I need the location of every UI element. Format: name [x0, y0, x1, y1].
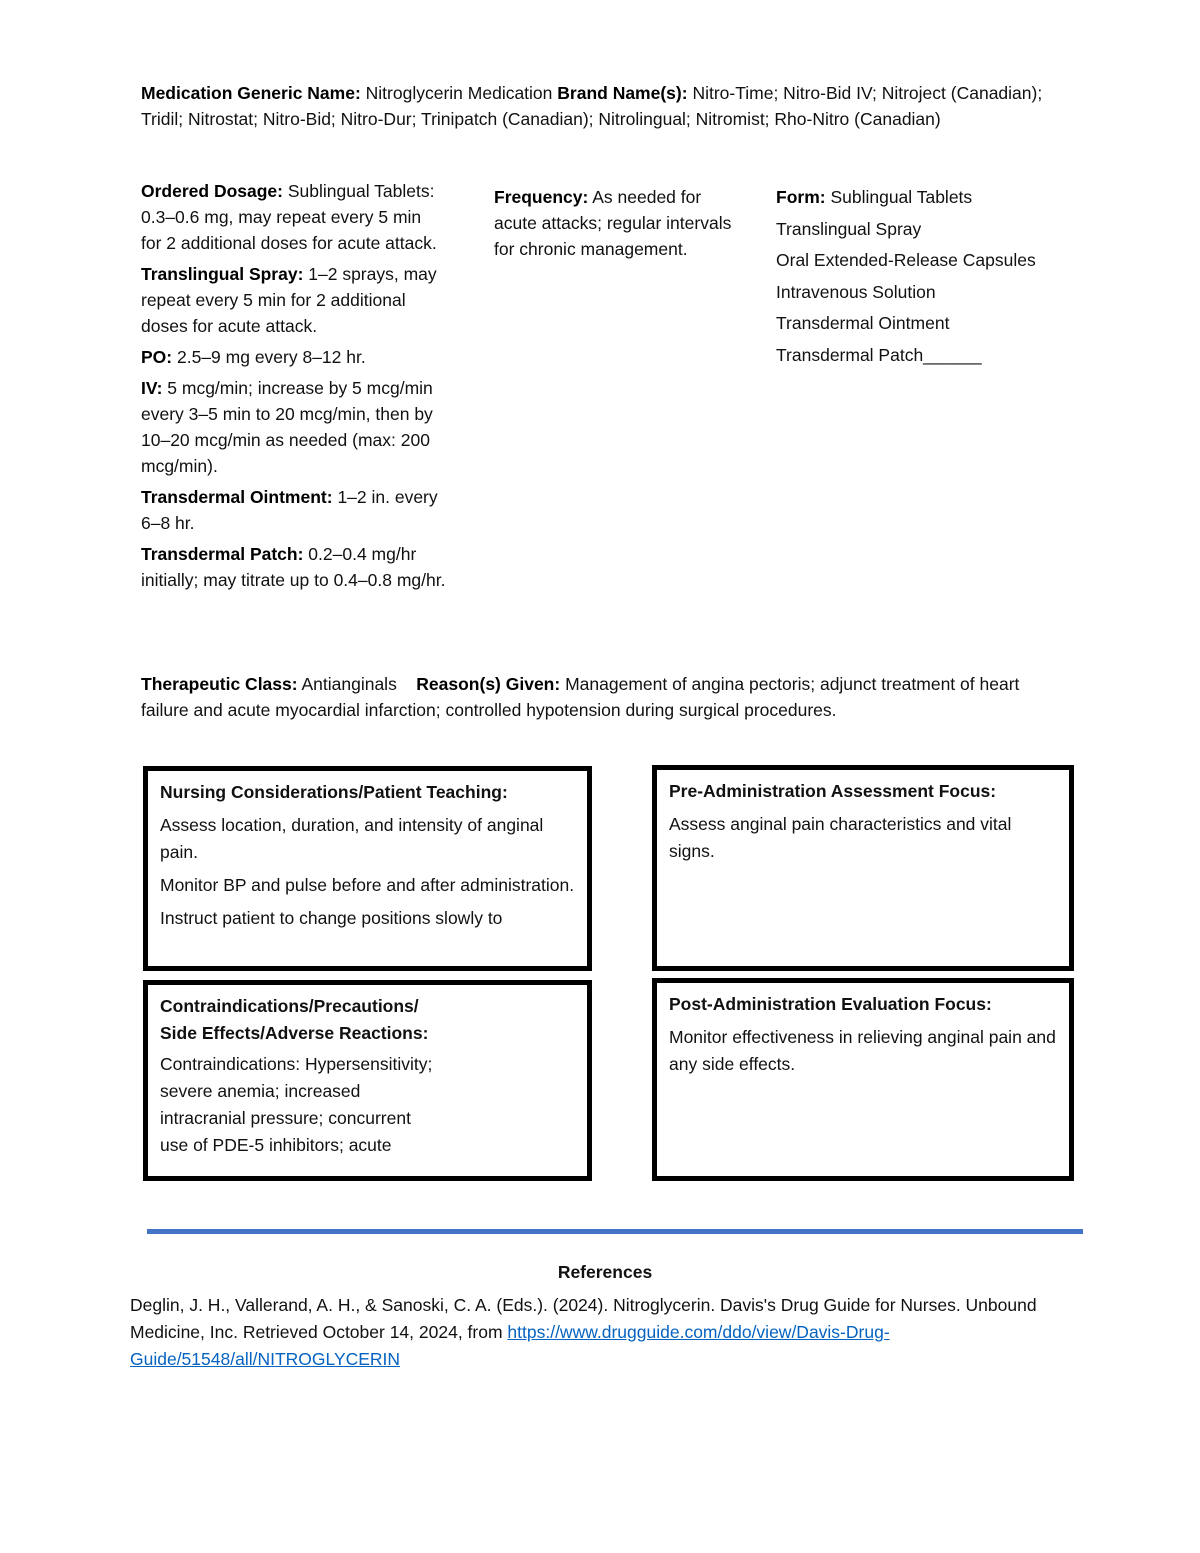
box-line: Monitor effectiveness in relieving anginal pain and any side effects.: [669, 1027, 1056, 1074]
reference-link[interactable]: https://www.drugguide.com/ddo/view/Davis-Drug-Guide/51548/all/NITROGLYCERIN: [130, 1322, 890, 1369]
generic-name-label: Medication Generic Name:: [141, 83, 361, 103]
pre-administration-box: [652, 765, 1074, 971]
form-item: Oral Extended-Release Capsules: [776, 250, 1036, 270]
form-item: Form: Sublingual Tablets: [776, 187, 973, 207]
brand-name-value: Nitro-Time; Nitro-Bid IV; Nitroject (Canadian); Tridil; Nitrostat; Nitro-Bid; Nitro-Dur; Trinipatch (Canadian); Nitrolingual; Nitromist; Rho-Nitro (Canadian): [141, 83, 1043, 129]
pre-administration-title: Pre-Administration Assessment Focus:: [669, 781, 997, 801]
post-administration-box: [652, 978, 1074, 1181]
dosage-item-ointment: Transdermal Ointment: 1–2 in. every 6–8 hr.: [141, 487, 438, 533]
frequency-section: [494, 184, 734, 262]
therapeutic-class-label: Therapeutic Class:: [141, 674, 298, 694]
dosage-intro: Ordered Dosage: Sublingual Tablets: 0.3–0.6 mg, may repeat every 5 min for 2 additional doses for acute attack.: [141, 181, 437, 253]
reason-given-value: Management of angina pectoris; adjunct treatment of heart failure and acute myocardial infarction; controlled hypotension during surgical procedures.: [141, 674, 1020, 720]
box-line: Contraindications: Hypersensitivity;: [160, 1054, 433, 1074]
brand-name-label: Brand Name(s):: [557, 83, 688, 103]
box-line: use of PDE-5 inhibitors; acute: [160, 1135, 392, 1155]
dosage-item-po: PO: 2.5–9 mg every 8–12 hr.: [141, 347, 366, 367]
references-title: References: [557, 1262, 653, 1282]
nursing-considerations-title: Nursing Considerations/Patient Teaching:: [160, 782, 508, 802]
post-administration-title: Post-Administration Evaluation Focus:: [669, 994, 992, 1014]
box-line: intracranial pressure; concurrent: [160, 1108, 411, 1128]
form-item: Intravenous Solution: [776, 281, 936, 302]
form-section: [776, 184, 1096, 373]
section-divider: [147, 1229, 1083, 1234]
contraindications-title: Contraindications/Precautions/ Side Effects/Adverse Reactions:: [160, 996, 429, 1043]
form-item: Transdermal Ointment: [776, 313, 950, 333]
dosage-item-patch: Transdermal Patch: 0.2–0.4 mg/hr initially; may titrate up to 0.4–0.8 mg/hr.: [141, 544, 446, 590]
generic-name-value: Nitroglycerin Medication: [360, 83, 558, 103]
box-line: Assess location, duration, and intensity of anginal pain.: [160, 815, 544, 862]
reason-given-label: Reason(s) Given:: [416, 674, 561, 694]
medication-header: [141, 80, 1071, 132]
nursing-considerations-box: [143, 766, 592, 971]
form-label: Form:: [776, 187, 826, 207]
box-line: severe anemia; increased: [160, 1081, 361, 1101]
frequency-value: As needed for acute attacks; regular intervals for chronic management.: [494, 187, 732, 259]
ordered-dosage-section: [141, 178, 446, 598]
dosage-item-iv: IV: 5 mcg/min; increase by 5 mcg/min every 3–5 min to 20 mcg/min, then by 10–20 mcg/min as needed (max: 200 mcg/min).: [141, 378, 433, 476]
therapeutic-class-line: [141, 671, 1071, 723]
form-item: Transdermal Patch______: [776, 344, 982, 365]
dosage-item-translingual: Translingual Spray: 1–2 sprays, may repeat every 5 min for 2 additional doses for acute attack.: [141, 264, 437, 336]
box-line: Assess anginal pain characteristics and vital signs.: [669, 814, 1012, 861]
reference-citation: Deglin, J. H., Vallerand, A. H., & Sanoski, C. A. (Eds.). (2024). Nitroglycerin. Davis's Drug Guide for Nurses. Unbound Medicine, Inc. Retrieved October 14, 2024, from https://www.drugguide.com/ddo/view/Davis-Drug-Guide/51548/all/NITROGLYCERIN: [130, 1295, 1037, 1369]
ordered-dosage-label: Ordered Dosage:: [141, 181, 283, 201]
box-line: Instruct patient to change positions slowly to: [160, 908, 503, 928]
box-line: Monitor BP and pulse before and after administration.: [160, 875, 575, 895]
form-item: Translingual Spray: [776, 218, 922, 239]
frequency-label: Frequency:: [494, 187, 589, 207]
contraindications-box: [143, 980, 592, 1181]
therapeutic-class-value: Antianginals: [297, 674, 417, 694]
